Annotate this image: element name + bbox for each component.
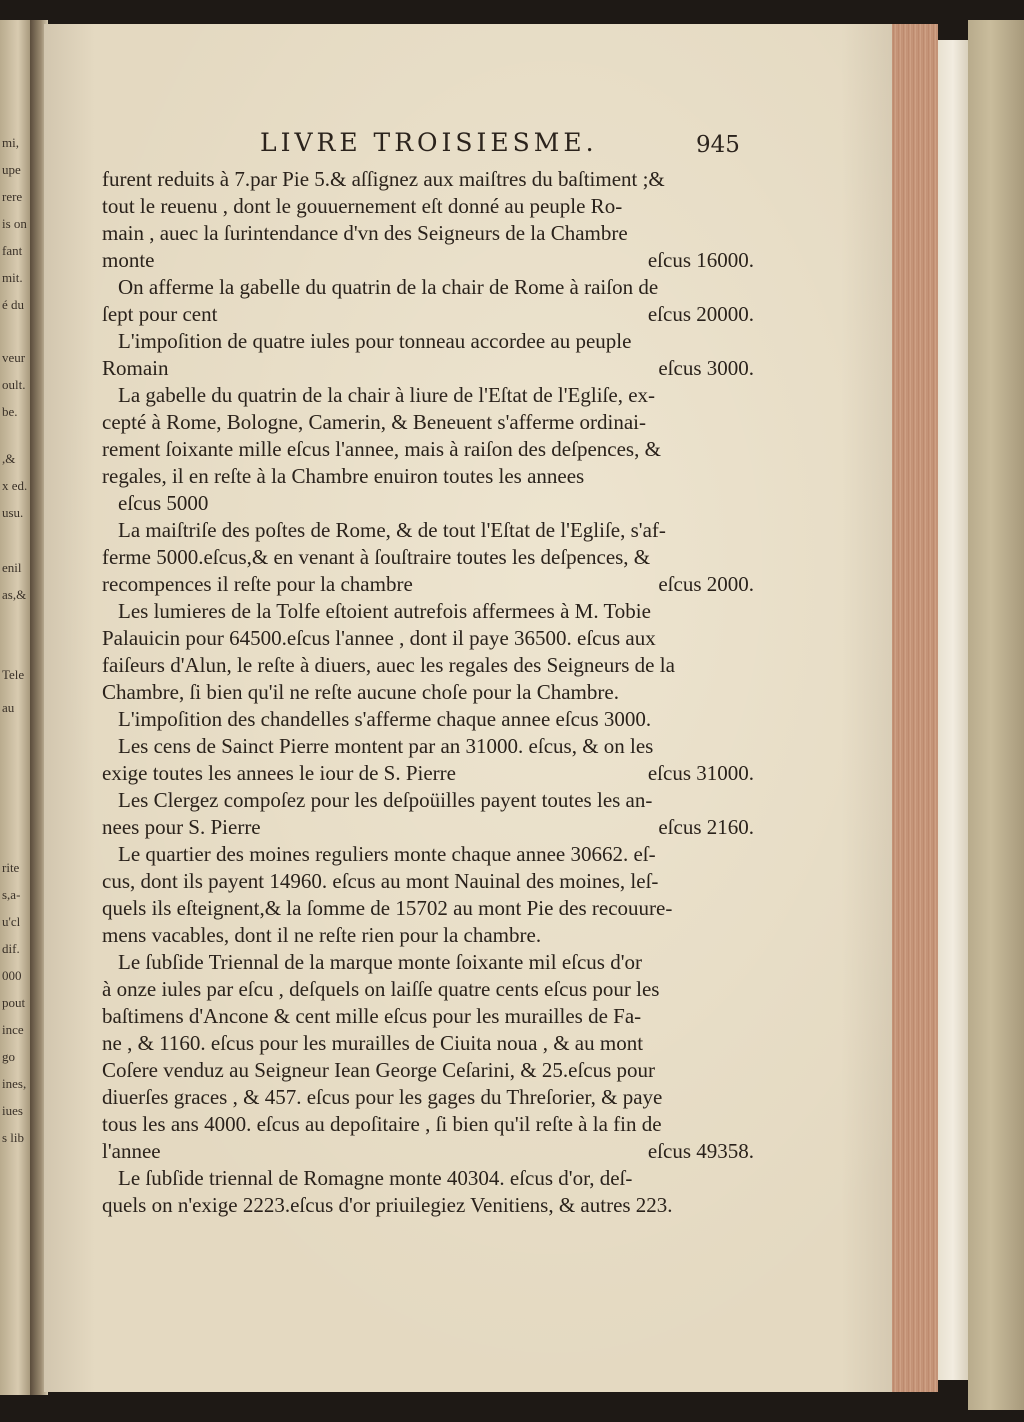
- line-text: L'impoſition des chandelles s'afferme chaque annee eſcus 3000.: [118, 707, 652, 731]
- line-text: à onze iules par eſcu , deſquels on laiſſe quatre cents eſcus pour les: [102, 977, 660, 1001]
- running-title: LIVRE TROISIESME.: [260, 128, 598, 157]
- margin-fragment: as,&: [2, 587, 27, 602]
- text-line: [102, 976, 754, 1003]
- line-text: regales, il en reſte à la Chambre enuiron toutes les annees: [102, 464, 585, 488]
- text-line: [102, 1057, 754, 1084]
- line-text: Les Clergez compoſez pour les deſpoüilles payent toutes les an-: [118, 788, 653, 812]
- margin-fragment: mi,: [2, 135, 19, 150]
- line-text: monte: [102, 248, 155, 272]
- text-line: [102, 895, 754, 922]
- text-line: [102, 787, 754, 814]
- line-text: rement ſoixante mille eſcus l'annee, mais à raiſon des deſpences, &: [102, 437, 661, 461]
- text-line: [102, 193, 754, 220]
- text-line: [102, 463, 754, 490]
- line-amount: eſcus 20000.: [647, 302, 754, 326]
- margin-fragment: Tele: [2, 667, 25, 682]
- page-edges: [892, 24, 938, 1392]
- line-text: diuerſes graces , & 457. eſcus pour les gages du Threſorier, & paye: [102, 1085, 663, 1109]
- text-line: [102, 220, 754, 247]
- margin-fragment: fant: [2, 243, 23, 258]
- margin-fragment: pout: [2, 995, 26, 1010]
- line-text: tout le reuenu , dont le gouuernement eſt donné au peuple Ro-: [102, 194, 623, 218]
- text-line: [102, 814, 754, 841]
- margin-fragment: is on: [2, 216, 27, 231]
- line-text: cepté à Rome, Bologne, Camerin, & Beneuent s'afferme ordinai-: [102, 410, 646, 434]
- line-text: ſept pour cent: [102, 302, 218, 326]
- line-text: tous les ans 4000. eſcus au depoſitaire , ſi bien qu'il reſte à la fin de: [102, 1112, 662, 1136]
- line-amount: eſcus 3000.: [658, 356, 754, 380]
- margin-fragment: ines,: [2, 1076, 27, 1091]
- line-text: ferme 5000.eſcus,& en venant à ſouſtraire toutes les deſpences, &: [102, 545, 651, 569]
- line-text: Coſere venduz au Seigneur Iean George Ceſarini, & 25.eſcus pour: [102, 1058, 656, 1082]
- text-line: [102, 301, 754, 328]
- line-text: nees pour S. Pierre: [102, 815, 261, 839]
- text-line: [102, 1030, 754, 1057]
- margin-fragment: u'cl: [2, 914, 21, 929]
- text-line: [102, 679, 754, 706]
- margin-fragment: enil: [2, 560, 22, 575]
- margin-fragment: upe: [2, 162, 21, 177]
- previous-page-sliver: [0, 20, 30, 1395]
- margin-fragment: 000: [2, 968, 22, 983]
- text-line: [102, 409, 754, 436]
- margin-fragment: veur: [2, 350, 26, 365]
- line-text: faiſeurs d'Alun, le reſte à diuers, auec les regales des Seigneurs de la: [102, 653, 675, 677]
- line-text: cus, dont ils payent 14960. eſcus au mont Nauinal des moines, leſ-: [102, 869, 659, 893]
- margin-fragment: ince: [2, 1022, 24, 1037]
- text-line: [102, 1111, 754, 1138]
- text-line: [102, 1138, 754, 1165]
- text-line: [102, 625, 754, 652]
- text-line: [102, 1003, 754, 1030]
- line-text: baſtimens d'Ancone & cent mille eſcus pour les murailles de Fa-: [102, 1004, 642, 1028]
- margin-fragment: usu.: [2, 505, 24, 520]
- text-line: [102, 733, 754, 760]
- book-cover-edge: [968, 20, 1024, 1410]
- line-text: Le ſubſide Triennal de la marque monte ſoixante mil eſcus d'or: [118, 950, 642, 974]
- line-text: main , auec la ſurintendance d'vn des Seigneurs de la Chambre: [102, 221, 628, 245]
- text-line: [102, 571, 754, 598]
- line-amount: eſcus 49358.: [647, 1139, 754, 1163]
- line-amount: eſcus 2000.: [658, 572, 754, 596]
- margin-fragment: be.: [2, 404, 18, 419]
- line-text: Les cens de Sainct Pierre montent par an 31000. eſcus, & on les: [118, 734, 654, 758]
- text-line: [102, 166, 754, 193]
- margin-fragment: s lib: [2, 1130, 25, 1145]
- line-text: recompences il reſte pour la chambre: [102, 572, 413, 596]
- text-line: [102, 922, 754, 949]
- endpaper-edge: [938, 40, 968, 1380]
- line-text: Romain: [102, 356, 169, 380]
- line-amount: eſcus 31000.: [647, 761, 754, 785]
- text-line: [102, 382, 754, 409]
- line-text: Le quartier des moines reguliers monte chaque annee 30662. eſ-: [118, 842, 656, 866]
- text-line: [102, 706, 754, 733]
- margin-fragment: é du: [2, 297, 25, 312]
- text-line: [102, 1165, 754, 1192]
- text-line: [102, 1192, 754, 1219]
- line-text: La maiſtriſe des poſtes de Rome, & de tout l'Eſtat de l'Egliſe, s'af-: [118, 518, 666, 542]
- line-text: quels on n'exige 2223.eſcus d'or priuilegiez Venitiens, & autres 223.: [102, 1193, 673, 1217]
- line-text: Chambre, ſi bien qu'il ne reſte aucune choſe pour la Chambre.: [102, 680, 619, 704]
- line-text: La gabelle du quatrin de la chair à liure de l'Eſtat de l'Egliſe, ex-: [118, 383, 656, 407]
- text-line: [102, 274, 754, 301]
- margin-fragment: oult.: [2, 377, 26, 392]
- line-text: Palauicin pour 64500.eſcus l'annee , dont il paye 36500. eſcus aux: [102, 626, 656, 650]
- margin-fragment: go: [2, 1049, 15, 1064]
- margin-fragment: rere: [2, 189, 23, 204]
- text-line: [102, 598, 754, 625]
- text-line: [102, 1084, 754, 1111]
- book-page: [44, 24, 892, 1392]
- text-line: [102, 652, 754, 679]
- text-line: [102, 247, 754, 274]
- text-line: [102, 517, 754, 544]
- margin-fragment: au: [2, 700, 15, 715]
- text-line: [102, 544, 754, 571]
- text-line: [102, 841, 754, 868]
- text-line: [102, 436, 754, 463]
- line-text: L'impoſition de quatre iules pour tonneau accordee au peuple: [118, 329, 632, 353]
- line-text: mens vacables, dont il ne reſte rien pour la chambre.: [102, 923, 542, 947]
- line-text: eſcus 5000: [118, 491, 209, 515]
- line-text: furent reduits à 7.par Pie 5.& aſſignez aux maiſtres du baſtiment ;&: [102, 167, 665, 191]
- page-number: 945: [696, 132, 740, 158]
- text-line: [102, 490, 754, 517]
- margin-fragment: rite: [2, 860, 20, 875]
- line-amount: eſcus 2160.: [658, 815, 754, 839]
- line-text: Le ſubſide triennal de Romagne monte 40304. eſcus d'or, deſ-: [118, 1166, 633, 1190]
- margin-fragment: iues: [2, 1103, 23, 1118]
- line-text: On afferme la gabelle du quatrin de la chair de Rome à raiſon de: [118, 275, 659, 299]
- margin-fragment: x ed.: [2, 478, 28, 493]
- text-line: [102, 868, 754, 895]
- text-line: [102, 328, 754, 355]
- text-line: [102, 760, 754, 787]
- line-text: ne , & 1160. eſcus pour les murailles de Ciuita noua , & au mont: [102, 1031, 644, 1055]
- line-text: quels ils eſteignent,& la ſomme de 15702 au mont Pie des recouure-: [102, 896, 673, 920]
- margin-fragment: dif.: [2, 941, 20, 956]
- margin-fragment: ,&: [2, 451, 16, 466]
- text-line: [102, 355, 754, 382]
- line-text: exige toutes les annees le iour de S. Pierre: [102, 761, 456, 785]
- body-text: [102, 166, 754, 1219]
- line-amount: eſcus 16000.: [647, 248, 754, 272]
- margin-fragment: s,a-: [2, 887, 21, 902]
- line-text: l'annee: [102, 1139, 161, 1163]
- margin-fragment: mit.: [2, 270, 23, 285]
- text-line: [102, 949, 754, 976]
- line-text: Les lumieres de la Tolfe eſtoient autrefois affermees à M. Tobie: [118, 599, 651, 623]
